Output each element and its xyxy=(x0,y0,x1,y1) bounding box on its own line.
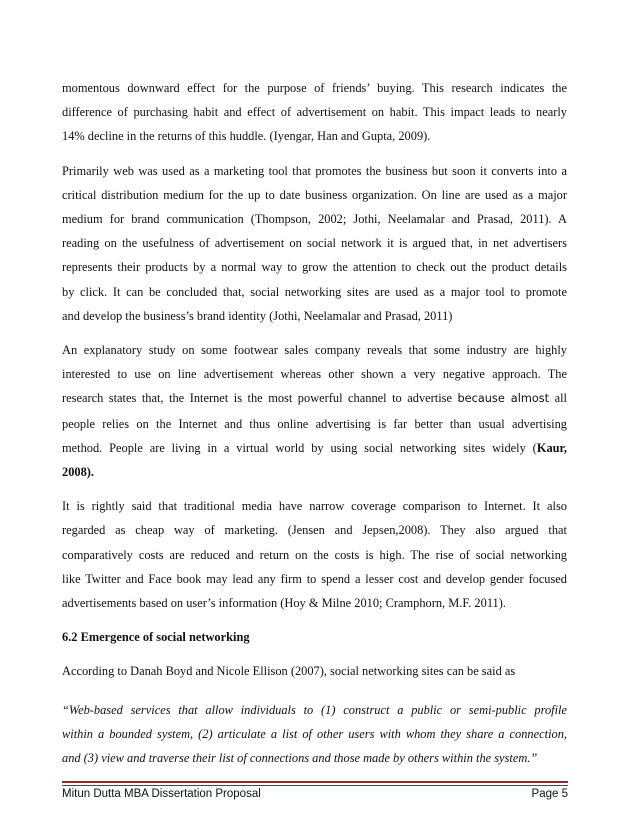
text-line xyxy=(62,386,567,411)
text-line: regarded as cheap way of marketing. (Jensen and Jepsen,2008). They also argued that xyxy=(62,523,567,538)
page-number: Page 5 xyxy=(531,788,568,800)
footer-title: Mitun Dutta MBA Dissertation Proposal xyxy=(62,788,261,800)
quote-line: within a bounded system, (2) articulate a list of other users with whom they share a connection, xyxy=(62,726,567,741)
text-line: interested to use on line advertisement whereas other shown a very negative approach. The xyxy=(62,367,567,382)
text-line: reading on the usefulness of advertisement on social network it is argued that, in net advertisers xyxy=(62,236,567,251)
text-line: critical distribution medium for the up to date business organization. On line are used as a major xyxy=(62,187,567,202)
text-line xyxy=(62,460,567,484)
text-line: 14% decline in the returns of this huddle. (Iyengar, Han and Gupta, 2009). xyxy=(62,129,431,144)
paragraph-2 xyxy=(62,159,567,328)
text-line: Primarily web was used as a marketing tool that promotes the business but soon it converts into a xyxy=(62,163,567,178)
text-line: like Twitter and Face book may lead any firm to spend a lesser cost and develop gender focused xyxy=(62,571,567,586)
intro-paragraph: According to Danah Boyd and Nicole Ellison (2007), social networking sites can be said as xyxy=(62,664,516,679)
body-text xyxy=(62,76,567,780)
citation-bold: 2008). xyxy=(62,465,95,480)
text-line: medium for brand communication (Thompson, 2002; Jothi, Neelamalar and Prasad, 2011). A xyxy=(62,212,567,227)
text-segment: research states that, the Internet is the most powerful channel to advertise xyxy=(62,391,458,406)
quote-line: “Web-based services that allow individuals to (1) construct a public or semi-public profile xyxy=(62,702,567,717)
text-line: and develop the business’s brand identity (Jothi, Neelamalar and Prasad, 2011) xyxy=(62,308,453,323)
text-line: difference of purchasing habit and effect of advertisement on habit. This impact leads to nearly xyxy=(62,105,567,120)
text-segment-sans: because almost xyxy=(457,392,550,406)
quote-line: and (3) view and traverse their list of connections and those made by others within the system.” xyxy=(62,751,538,766)
text-line: by click. It can be concluded that, social networking sites are used as a major tool to promote xyxy=(62,284,567,299)
text-line: momentous downward effect for the purpose of friends’ buying. This research indicates the xyxy=(62,81,567,95)
paragraph-4 xyxy=(62,494,567,615)
text-line: An explanatory study on some footwear sales company reveals that some industry are highly xyxy=(62,343,567,358)
text-line: advertisements based on user’s information (Hoy & Milne 2010; Cramphorn, M.F. 2011). xyxy=(62,596,506,611)
section-heading: 6.2 Emergence of social networking xyxy=(62,630,250,645)
text-segment: method. People are living in a virtual world by using social networking sites widely ( xyxy=(62,440,537,455)
footer-rule-thin xyxy=(62,785,568,786)
definition-quote xyxy=(62,698,567,771)
citation-bold: Kaur, xyxy=(536,440,567,455)
text-line: represents their products by a normal way to grow the attention to check out the product details xyxy=(62,260,567,275)
text-segment: all xyxy=(549,391,567,406)
text-line: people relies on the Internet and thus online advertising is far better than usual advertising xyxy=(62,416,567,431)
text-line: It is rightly said that traditional media have narrow coverage comparison to Internet. It also xyxy=(62,499,567,514)
footer-rule-thick xyxy=(62,781,568,783)
paragraph-1 xyxy=(62,76,567,149)
text-line xyxy=(62,436,567,460)
text-line: comparatively costs are reduced and return on the costs is high. The rise of social networking xyxy=(62,547,567,562)
paragraph-3 xyxy=(62,338,567,484)
